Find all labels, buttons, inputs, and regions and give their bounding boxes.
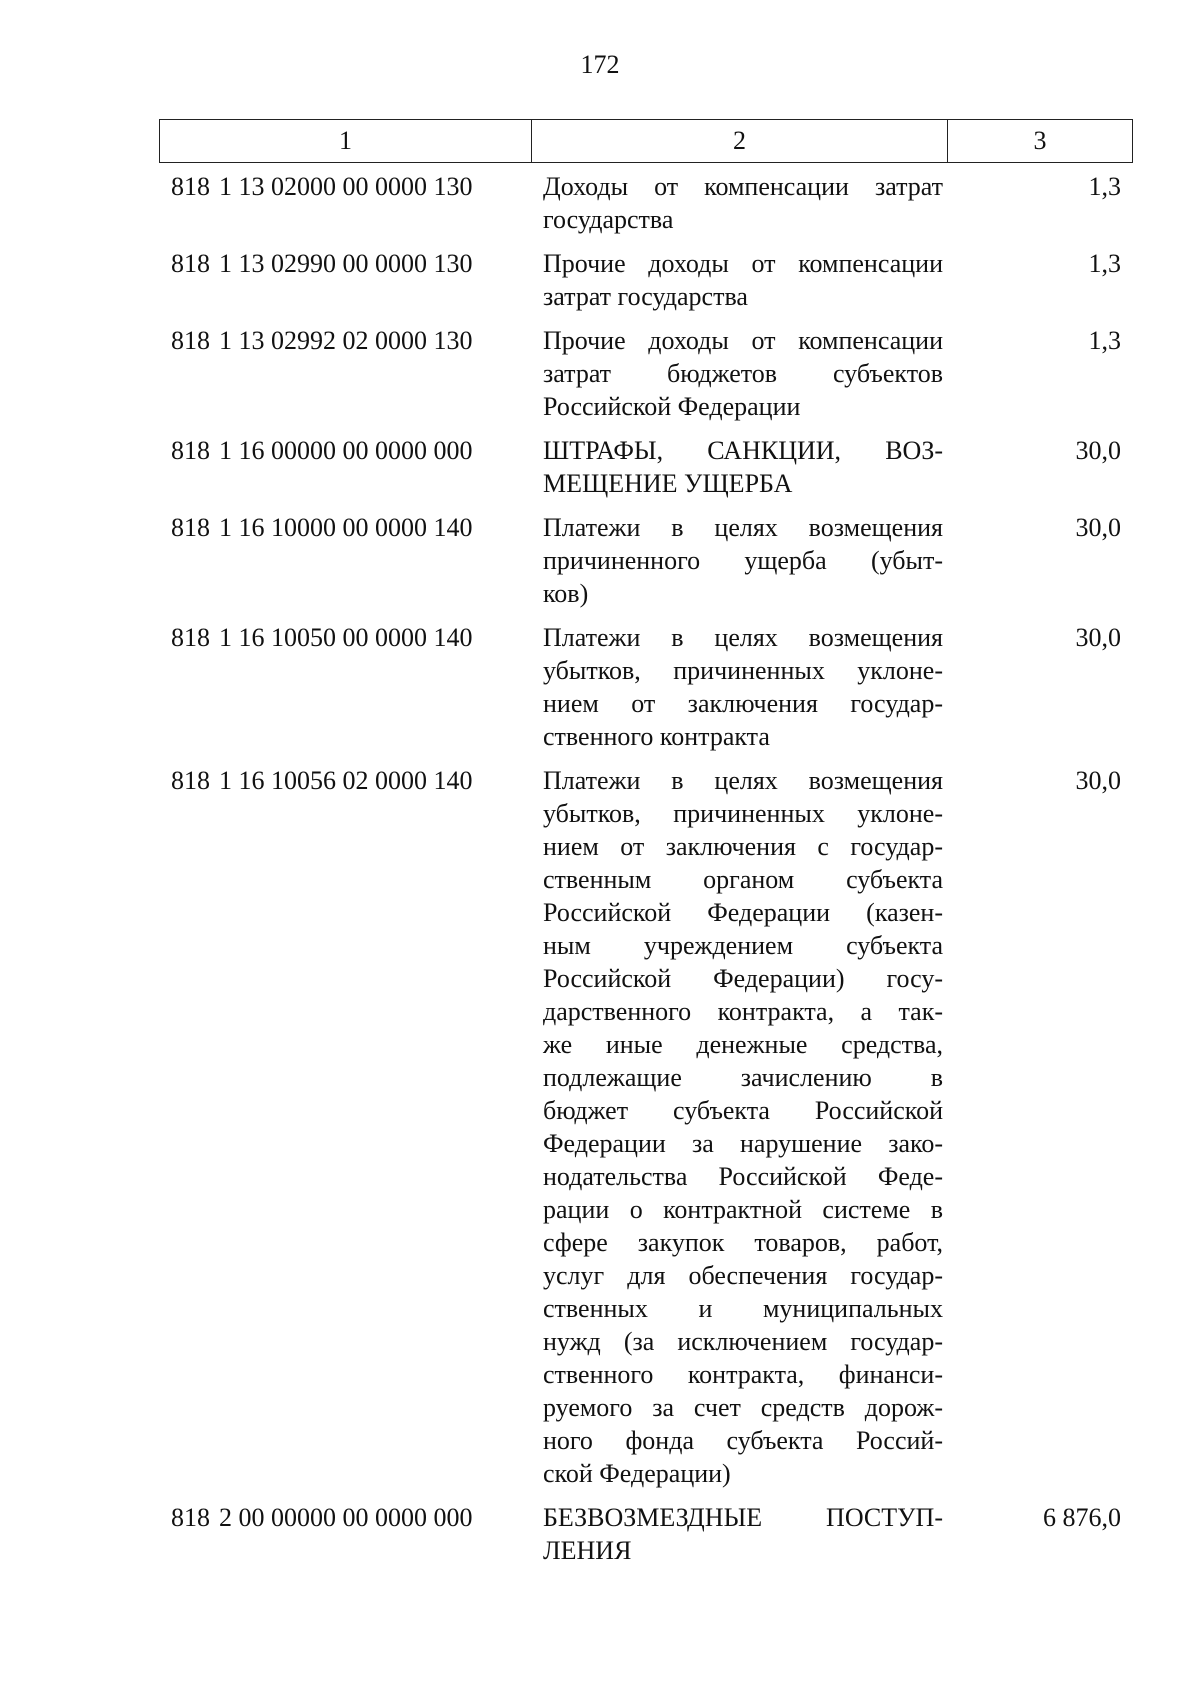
amount-value: 6 876,0 [1043, 1503, 1121, 1532]
table-body [159, 170, 1133, 1578]
income-description [543, 434, 943, 500]
table-header [159, 119, 1133, 163]
description-line: услуг для обеспечения государ- [543, 1261, 943, 1290]
description-line: бюджет субъекта Российской [543, 1096, 943, 1125]
budget-classification-code: 1 13 02000 00 0000 130 [219, 172, 473, 201]
table-row [159, 247, 1133, 313]
description-line: сфере закупок товаров, работ, [543, 1228, 943, 1257]
description-line: ШТРАФЫ, САНКЦИИ, ВОЗ- [543, 436, 943, 465]
description-line: МЕЩЕНИЕ УЩЕРБА [543, 469, 793, 498]
income-description [543, 621, 943, 753]
amount-value: 1,3 [1088, 172, 1121, 201]
description-line: государства [543, 205, 674, 234]
table-row [159, 511, 1133, 610]
admin-code: 818 [171, 623, 210, 652]
description-line: убытков, причиненных уклоне- [543, 799, 943, 828]
income-description [543, 170, 943, 236]
table-row [159, 170, 1133, 236]
admin-code: 818 [171, 766, 210, 795]
income-description [543, 324, 943, 423]
admin-code: 818 [171, 172, 210, 201]
description-line: ков) [543, 579, 589, 608]
description-line: затрат государства [543, 282, 748, 311]
table-row [159, 764, 1133, 1490]
description-line: затрат бюджетов субъектов [543, 359, 943, 388]
amount-value: 30,0 [1075, 436, 1121, 465]
income-description [543, 247, 943, 313]
admin-code: 818 [171, 1503, 210, 1532]
description-line: нием от заключения с государ- [543, 832, 943, 861]
admin-code: 818 [171, 326, 210, 355]
description-line: причиненного ущерба (убыт- [543, 546, 943, 575]
description-line: руемого за счет средств дорож- [543, 1393, 943, 1422]
description-line: ственных и муниципальных [543, 1294, 943, 1323]
admin-code: 818 [171, 249, 210, 278]
description-line: ЛЕНИЯ [543, 1536, 632, 1565]
description-line: рации о контрактной системе в [543, 1195, 943, 1224]
description-line: нодательства Российской Феде- [543, 1162, 943, 1191]
description-line: Прочие доходы от компенсации [543, 326, 943, 355]
description-line: Платежи в целях возмещения [543, 623, 943, 652]
description-line: Российской Федерации) госу- [543, 964, 943, 993]
budget-classification-code: 1 13 02990 00 0000 130 [219, 249, 473, 278]
description-line: ственного контракта [543, 722, 770, 751]
description-line: нием от заключения государ- [543, 689, 943, 718]
description-line: ской Федерации) [543, 1459, 731, 1488]
table-row [159, 621, 1133, 753]
description-line: Российской Федерации (казен- [543, 898, 943, 927]
amount-value: 1,3 [1088, 326, 1121, 355]
description-line: убытков, причиненных уклоне- [543, 656, 943, 685]
amount-value: 30,0 [1075, 766, 1121, 795]
income-description [543, 764, 943, 1490]
income-description [543, 511, 943, 610]
amount-value: 1,3 [1088, 249, 1121, 278]
header-col-3: 3 [1033, 126, 1047, 155]
description-line: Прочие доходы от компенсации [543, 249, 943, 278]
budget-classification-code: 1 16 10000 00 0000 140 [219, 513, 473, 542]
description-line: нужд (за исключением государ- [543, 1327, 943, 1356]
description-line: Платежи в целях возмещения [543, 513, 943, 542]
amount-value: 30,0 [1075, 513, 1121, 542]
table-row [159, 1501, 1133, 1567]
description-line: подлежащие зачислению в [543, 1063, 943, 1092]
budget-classification-code: 1 16 00000 00 0000 000 [219, 436, 473, 465]
page-number: 172 [580, 50, 620, 79]
description-line: ственным органом субъекта [543, 865, 943, 894]
budget-classification-code: 1 16 10056 02 0000 140 [219, 766, 473, 795]
description-line: ственного контракта, финанси- [543, 1360, 943, 1389]
table-row [159, 324, 1133, 423]
description-line: же иные денежные средства, [543, 1030, 943, 1059]
header-col-2: 2 [532, 120, 948, 162]
budget-classification-code: 1 13 02992 02 0000 130 [219, 326, 473, 355]
table-row [159, 434, 1133, 500]
header-col-1: 1 [160, 120, 532, 162]
description-line: БЕЗВОЗМЕЗДНЫЕ ПОСТУП- [543, 1503, 943, 1532]
admin-code: 818 [171, 513, 210, 542]
description-line: ным учреждением субъекта [543, 931, 943, 960]
description-line: Российской Федерации [543, 392, 801, 421]
description-line: Федерации за нарушение зако- [543, 1129, 943, 1158]
income-description [543, 1501, 943, 1567]
description-line: Доходы от компенсации затрат [543, 172, 943, 201]
budget-classification-code: 2 00 00000 00 0000 000 [219, 1503, 473, 1532]
description-line: Платежи в целях возмещения [543, 766, 943, 795]
admin-code: 818 [171, 436, 210, 465]
amount-value: 30,0 [1075, 623, 1121, 652]
description-line: дарственного контракта, а так- [543, 997, 943, 1026]
budget-classification-code: 1 16 10050 00 0000 140 [219, 623, 473, 652]
description-line: ного фонда субъекта Россий- [543, 1426, 943, 1455]
